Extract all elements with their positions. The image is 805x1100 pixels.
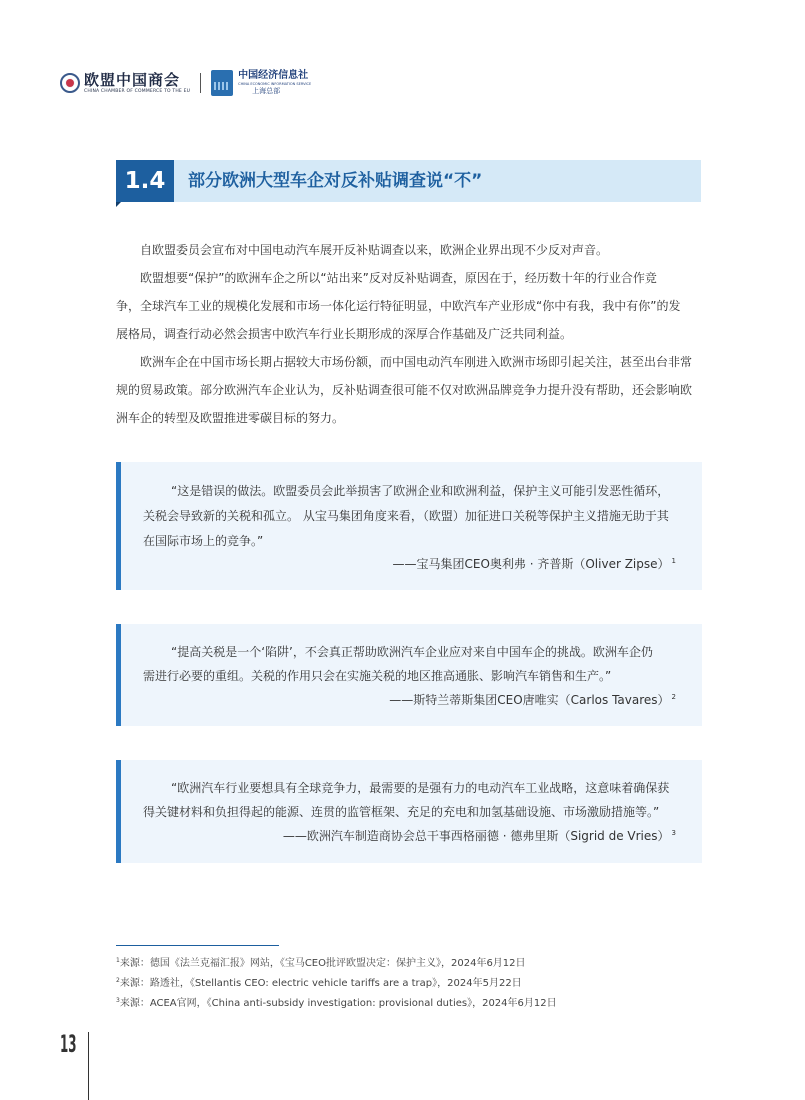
page-header — [60, 66, 311, 100]
quote-line: 得关键材料和负担得起的能源、连贯的监管框架、充足的充电和加氢基础设施、市场激励措施等。” — [143, 805, 660, 819]
attribution-text: ——宝马集团CEO奥利弗 · 齐普斯（Oliver Zipse） — [392, 557, 670, 571]
paragraph-2 — [116, 264, 702, 348]
footnote-ref: 2 — [671, 693, 676, 701]
section-heading — [116, 160, 701, 202]
attribution-text: ——欧洲汽车制造商协会总干事西格丽德 · 德弗里斯（Sigrid de Vries） — [282, 829, 670, 843]
paragraph-line: 欧盟想要“保护”的欧洲车企之所以“站出来”反对反补贴调查，原因在于，经历数十年的行业合作竞 — [140, 271, 657, 285]
eucc-logo — [84, 72, 190, 95]
eucc-english-name: CHINA CHAMBER OF COMMERCE TO THE EU — [84, 88, 191, 94]
paragraph-3 — [116, 348, 702, 432]
eucc-seal-icon — [60, 73, 80, 93]
footnote-marker: 2 — [116, 977, 120, 984]
page-number-rule — [88, 1032, 89, 1100]
footnote-text: 来源：德国《法兰克福汇报》网站，《宝马CEO批评欧盟决定：保护主义》，2024年6月12日 — [119, 958, 526, 969]
quote-attribution — [393, 555, 676, 572]
eucc-name: 欧盟中国商会 — [84, 70, 181, 89]
section-number: 1.4 — [116, 160, 174, 202]
cei-logo — [238, 70, 311, 96]
quote-line: “欧洲汽车行业要想具有全球竞争力，最需要的是强有力的电动汽车工业战略，这意味着确保获 — [171, 781, 670, 795]
section-corner-decoration — [116, 202, 121, 207]
quote-box-acea — [116, 760, 702, 863]
cei-name: 中国经济信息社 — [238, 70, 309, 81]
footnote-ref: 3 — [671, 829, 676, 837]
footnote-text: 来源：ACEA官网，《China anti-subsidy investigation: provisional duties》，2024年6月12日 — [119, 998, 557, 1009]
quote-line: 需进行必要的重组。关税的作用只会在实施关税的地区推高通胀、影响汽车销售和生产。” — [143, 669, 612, 683]
header-divider — [200, 73, 201, 93]
paragraph-line: 洲车企的转型及欧盟推进零碳目标的努力。 — [116, 411, 345, 425]
footnote-1 — [116, 954, 526, 969]
quote-line: “提高关税是一个‘陷阱’，不会真正帮助欧洲汽车企业应对来自中国车企的挑战。欧洲车企仍 — [171, 645, 653, 659]
footnote-rule — [116, 945, 279, 946]
quote-line: 在国际市场上的竞争。” — [143, 534, 264, 548]
cei-english-name: CHINA ECONOMIC INFORMATION SERVICE — [238, 82, 312, 86]
quote-attribution — [283, 827, 676, 844]
footnote-marker: 1 — [116, 957, 120, 964]
paragraph-line: 展格局，调查行动必然会损害中欧汽车行业长期形成的深厚合作基础及广泛共同利益。 — [116, 327, 573, 341]
paragraph-line: 规的贸易政策。部分欧洲汽车企业认为，反补贴调查很可能不仅对欧洲品牌竞争力提升没有帮助，还会影响欧 — [116, 383, 693, 397]
paragraph-line: 欧洲车企在中国市场长期占据较大市场份额，而中国电动汽车刚进入欧洲市场即引起关注，甚至出台非常 — [140, 355, 693, 369]
footnote-ref: 1 — [671, 557, 676, 565]
quote-box-bmw — [116, 462, 702, 590]
attribution-text: ——斯特兰蒂斯集团CEO唐唯实（Carlos Tavares） — [389, 693, 670, 707]
footnote-3 — [116, 994, 557, 1009]
quote-box-stellantis — [116, 624, 702, 726]
footnote-text: 来源：路透社，《Stellantis CEO: electric vehicle tariffs are a trap》，2024年5月22日 — [119, 978, 522, 989]
cei-subtitle: 上海总部 — [252, 87, 281, 95]
paragraph-line: 自欧盟委员会宣布对中国电动汽车展开反补贴调查以来，欧洲企业界出现不少反对声音。 — [140, 243, 609, 257]
quote-line: 关税会导致新的关税和孤立。 从宝马集团角度来看，（欧盟）加征进口关税等保护主义措施无助于其 — [143, 509, 669, 523]
page-number: 13 — [60, 1030, 77, 1058]
quote-attribution — [389, 691, 676, 708]
xinhua-logo-icon — [211, 70, 233, 96]
paragraph-1 — [116, 236, 702, 264]
section-title: 部分欧洲大型车企对反补贴调查说“不” — [188, 171, 483, 191]
footnote-marker: 3 — [116, 997, 120, 1004]
paragraph-line: 争，全球汽车工业的规模化发展和市场一体化运行特征明显，中欧汽车产业形成“你中有我，我中有你”的发 — [116, 299, 681, 313]
quote-line: “这是错误的做法。欧盟委员会此举损害了欧洲企业和欧洲利益，保护主义可能引发恶性循环， — [171, 484, 670, 498]
footnote-2 — [116, 974, 522, 989]
